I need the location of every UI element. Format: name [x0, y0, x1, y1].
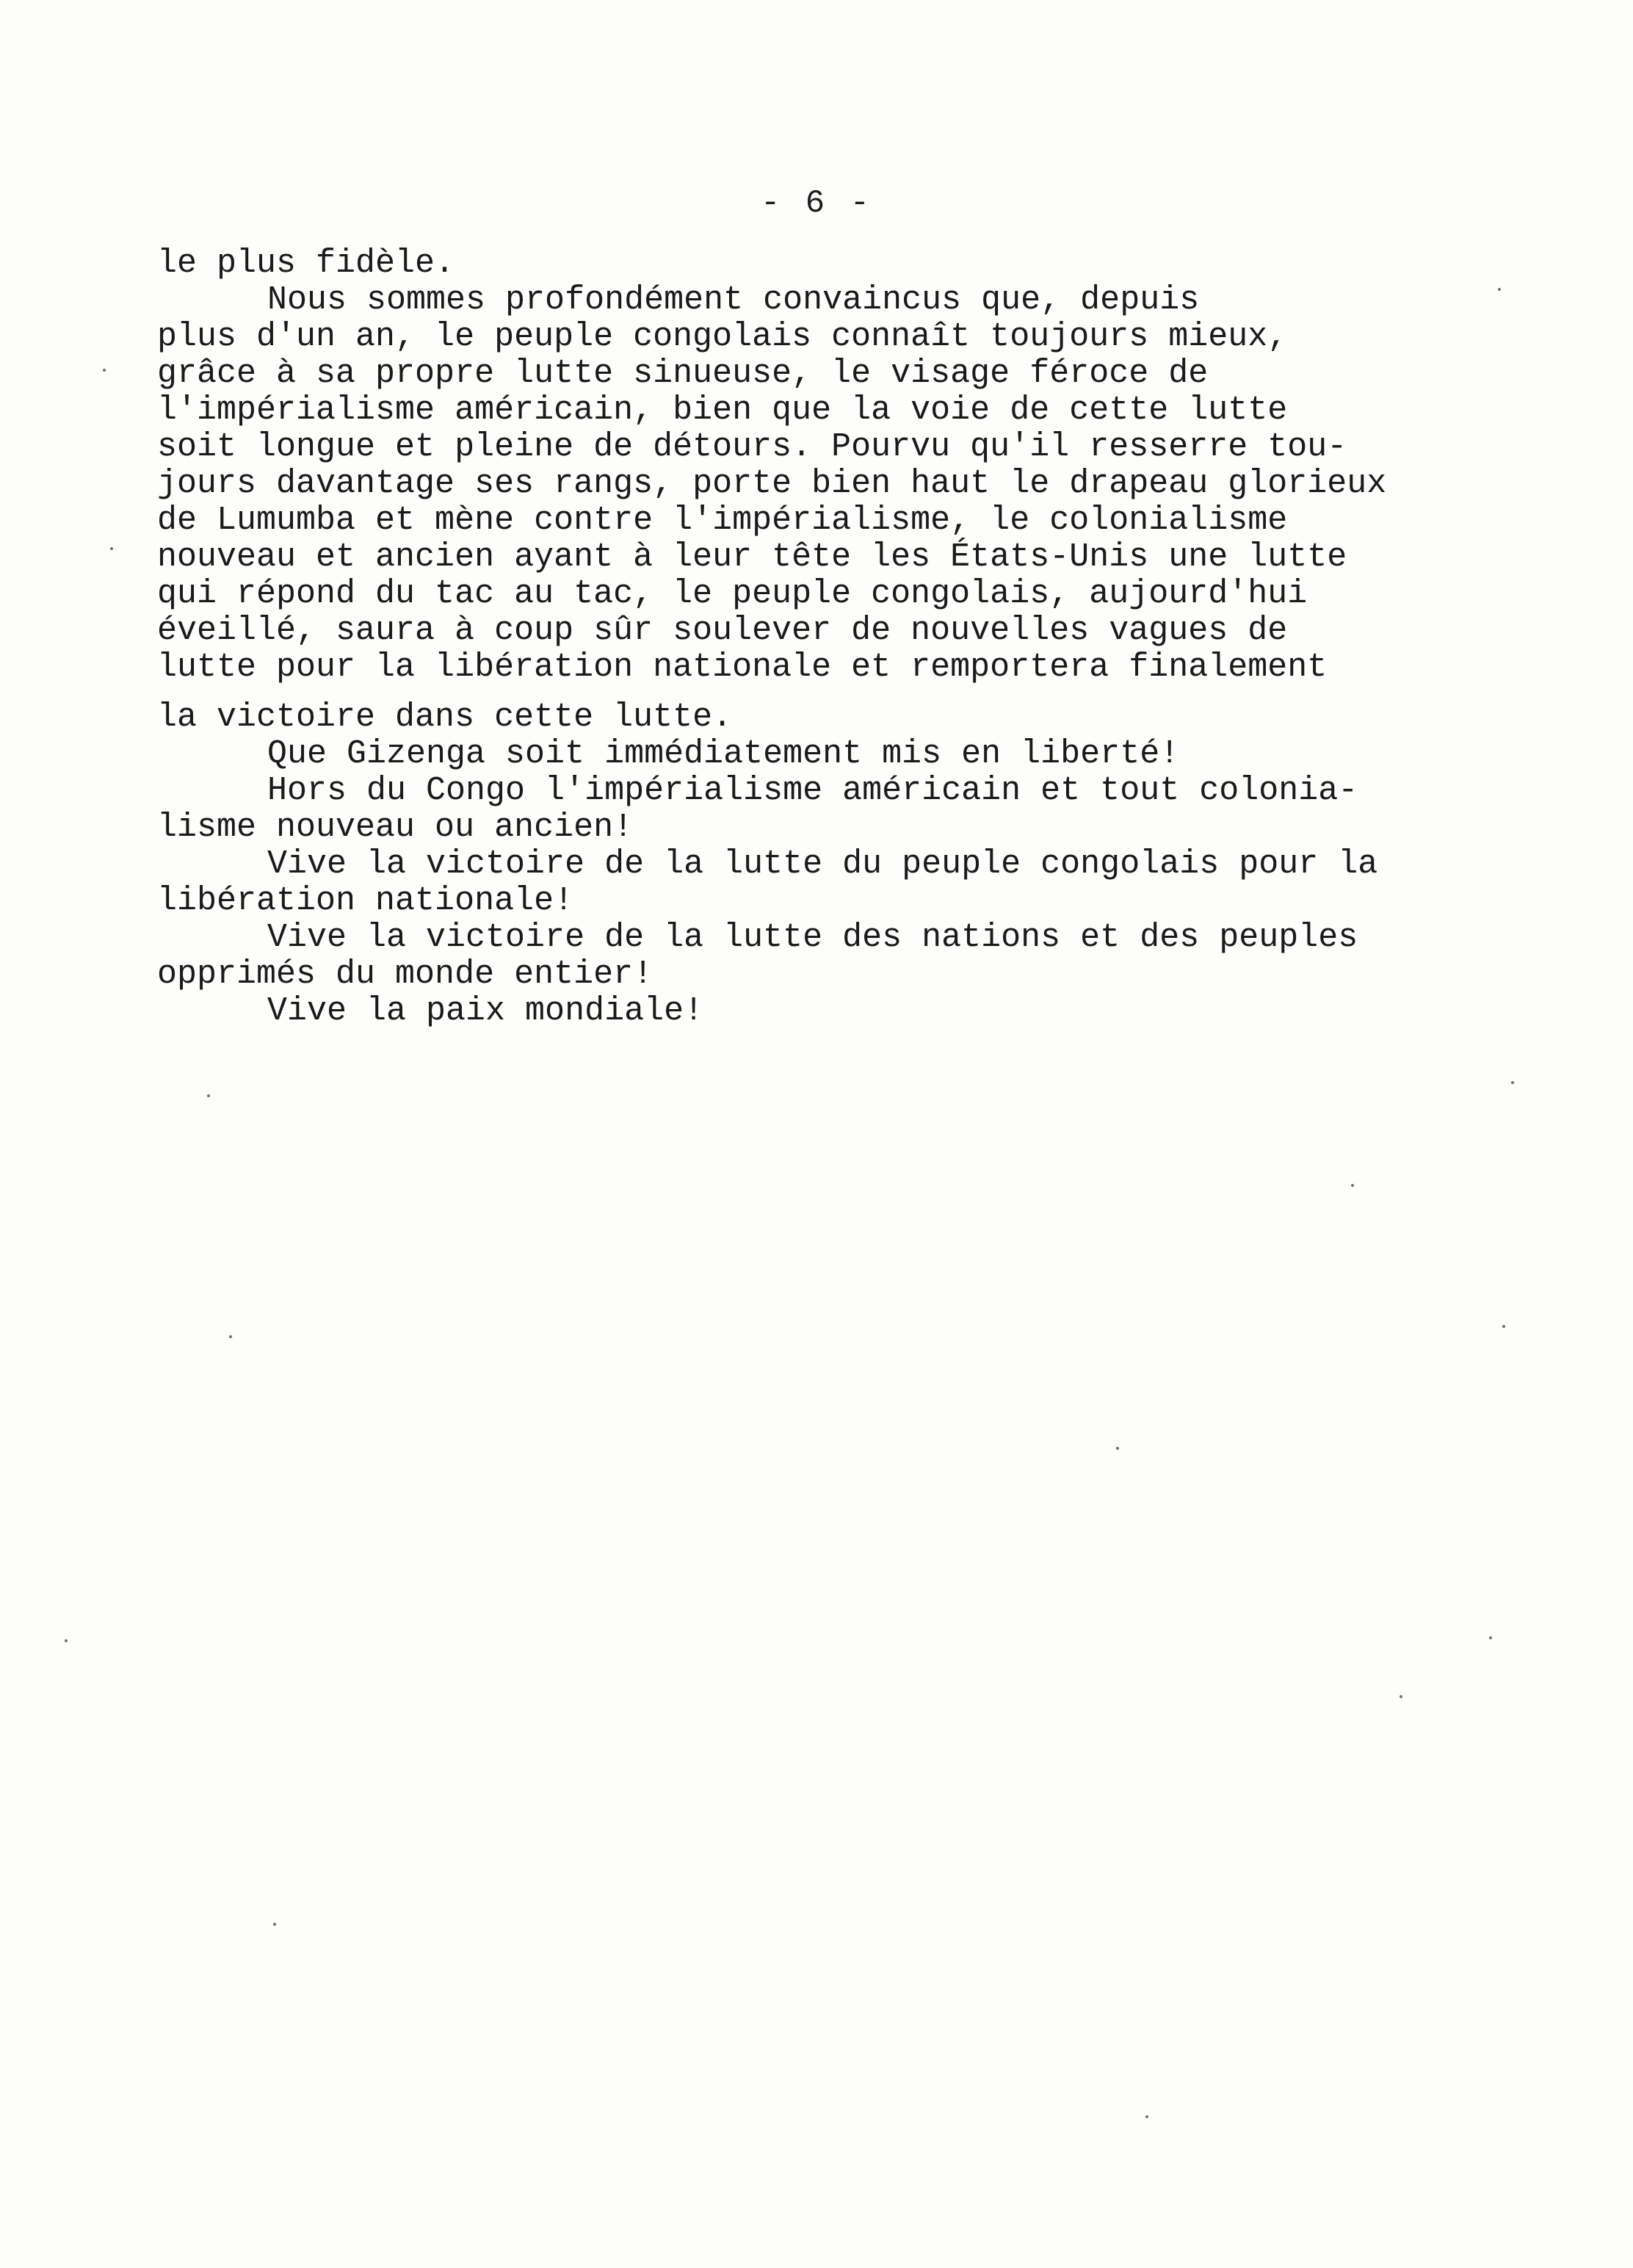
page-number: - 6 - [760, 185, 873, 222]
text-line: qui répond du tac au tac, le peuple congolais, aujourd'hui [157, 575, 1308, 613]
text-line: plus d'un an, le peuple congolais connaît toujours mieux, [157, 318, 1288, 355]
scan-speck [207, 1094, 210, 1097]
text-line: nouveau et ancien ayant à leur tête les États-Unis une lutte [157, 538, 1347, 576]
text-line: Vive la paix mondiale! [267, 992, 704, 1030]
scan-speck [1502, 1325, 1505, 1328]
scan-speck [1400, 1695, 1402, 1698]
text-line: soit longue et pleine de détours. Pourvu qu'il resserre tou- [157, 428, 1347, 466]
scan-speck [1511, 1081, 1514, 1084]
text-line: Vive la victoire de la lutte des nations et des peuples [267, 919, 1358, 956]
text-line: Que Gizenga soit immédiatement mis en liberté! [267, 735, 1180, 773]
text-line: le plus fidèle. [157, 245, 455, 282]
text-line: Hors du Congo l'impérialisme américain et tout colonia- [267, 772, 1358, 809]
scan-speck [1116, 1447, 1119, 1450]
scan-speck [1498, 288, 1501, 291]
scan-speck [273, 1923, 276, 1926]
text-line: lutte pour la libération nationale et remportera finalement [157, 649, 1328, 686]
text-line: éveillé, saura à coup sûr soulever de nouvelles vagues de [157, 612, 1288, 649]
scan-speck [1351, 1184, 1354, 1187]
text-line: jours davantage ses rangs, porte bien haut le drapeau glorieux [157, 465, 1387, 502]
text-line: libération nationale! [157, 882, 574, 920]
scan-speck [1145, 2115, 1148, 2118]
text-line: l'impérialisme américain, bien que la voie de cette lutte [157, 391, 1288, 429]
text-line: Nous sommes profondément convaincus que, depuis [267, 281, 1200, 319]
text-line: de Lumumba et mène contre l'impérialisme, le colonialisme [157, 502, 1288, 539]
scan-speck [103, 369, 106, 372]
scan-speck [229, 1335, 232, 1338]
text-line: lisme nouveau ou ancien! [157, 809, 634, 846]
text-line: Vive la victoire de la lutte du peuple congolais pour la [267, 845, 1378, 883]
text-line: la victoire dans cette lutte. [157, 698, 733, 736]
text-line: opprimés du monde entier! [157, 956, 653, 993]
paragraph-gap [157, 686, 1552, 699]
document-body [157, 245, 1552, 1030]
scan-speck [1489, 1636, 1492, 1639]
scan-speck [65, 1639, 68, 1642]
text-line: grâce à sa propre lutte sinueuse, le visage féroce de [157, 355, 1209, 392]
scan-speck [110, 547, 113, 550]
